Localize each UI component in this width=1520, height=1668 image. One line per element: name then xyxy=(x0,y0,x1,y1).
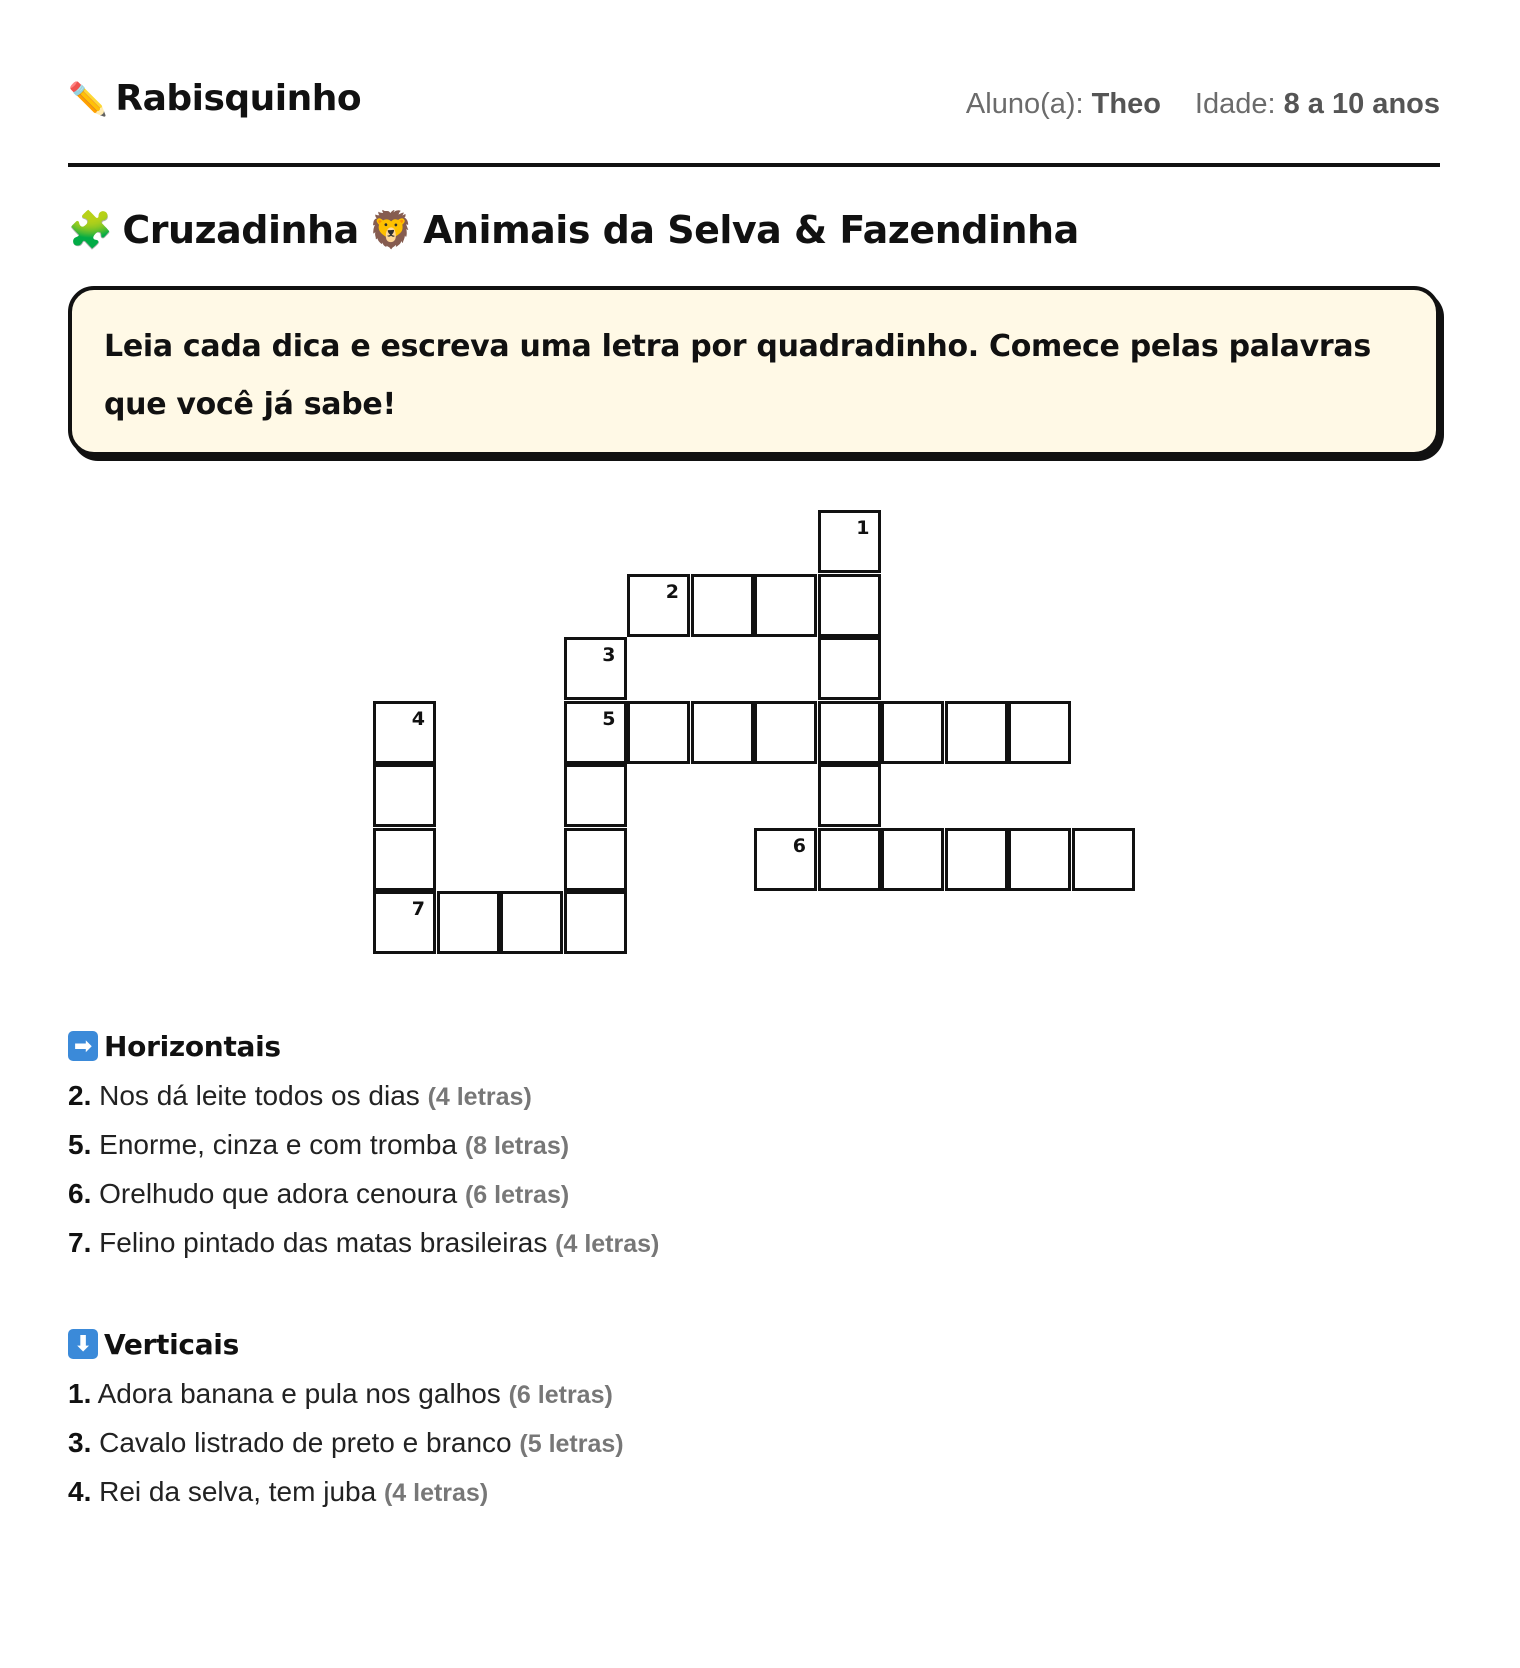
age-label: Idade: xyxy=(1194,88,1276,120)
clue-item-hint: (6 letras) xyxy=(508,1381,613,1409)
crossword-cell[interactable] xyxy=(818,764,881,827)
clue-item xyxy=(68,1470,1368,1519)
clue-number: 2 xyxy=(665,580,679,603)
clue-item-hint: (6 letras) xyxy=(464,1181,570,1209)
crossword-cell[interactable] xyxy=(1072,828,1135,891)
crossword-cell[interactable] xyxy=(1008,701,1071,764)
clue-number: 3 xyxy=(602,644,616,666)
clue-item-number: 3. xyxy=(68,1427,92,1458)
clue-item xyxy=(68,1421,1368,1470)
clue-item-hint: (4 letras) xyxy=(555,1230,660,1258)
clue-item xyxy=(68,1172,1368,1221)
crossword-cell[interactable] xyxy=(881,828,944,891)
clue-item-number: 2. xyxy=(68,1080,92,1111)
crossword-cell[interactable] xyxy=(754,701,817,764)
crossword-cell[interactable] xyxy=(627,574,690,637)
crossword-cell[interactable] xyxy=(564,701,627,764)
crossword-cell[interactable] xyxy=(437,891,500,954)
crossword-cell[interactable] xyxy=(691,701,754,764)
crossword-cell[interactable] xyxy=(818,637,881,700)
clue-number: 4 xyxy=(411,707,425,730)
crossword-cell[interactable] xyxy=(373,828,436,891)
clue-item xyxy=(68,1123,1368,1172)
crossword-cell[interactable] xyxy=(564,828,627,891)
title-part2: Animais da Selva & Fazendinha xyxy=(423,208,1079,252)
crossword-cell[interactable] xyxy=(754,574,817,637)
crossword-cell[interactable] xyxy=(373,701,436,764)
crossword-cell[interactable] xyxy=(500,891,563,954)
instructions-text: Leia cada dica e escreva uma letra por quadradinho. Comece pelas palavras que você já sabe! xyxy=(104,329,1371,422)
crossword-cell[interactable] xyxy=(818,510,881,573)
crossword-cell[interactable] xyxy=(564,891,627,954)
pencil-icon: ✏️ xyxy=(68,79,108,118)
clue-item-text: Rei da selva, tem juba xyxy=(91,1476,384,1507)
crossword-cell[interactable] xyxy=(818,701,881,764)
clue-item-hint: (4 letras) xyxy=(427,1083,532,1111)
crossword-cell[interactable] xyxy=(564,637,627,700)
crossword-cell[interactable] xyxy=(945,828,1008,891)
clue-item-number: 5. xyxy=(68,1129,92,1160)
clue-number: 6 xyxy=(792,834,806,857)
clue-number: 7 xyxy=(411,898,425,920)
crossword-cell[interactable] xyxy=(691,574,754,637)
down-arrow-icon: ⬇ xyxy=(68,1329,98,1359)
lion-icon: 🦁 xyxy=(368,210,414,251)
down-clue-list xyxy=(68,1372,1368,1519)
down-title: Verticais xyxy=(104,1327,239,1361)
brand xyxy=(68,78,361,119)
right-arrow-icon: ➡ xyxy=(68,1031,98,1061)
clue-item-hint: (8 letras) xyxy=(464,1132,570,1160)
crossword-cell[interactable] xyxy=(627,701,690,764)
crossword-cell[interactable] xyxy=(564,764,627,827)
clue-item-hint: (4 letras) xyxy=(383,1479,489,1507)
student-label: Aluno(a): xyxy=(965,88,1084,120)
title-part1: Cruzadinha xyxy=(122,208,359,252)
crossword-cell[interactable] xyxy=(881,701,944,764)
clue-item-text: Adora banana e pula nos galhos xyxy=(91,1378,509,1409)
clue-item xyxy=(68,1074,1368,1123)
student-name: Theo xyxy=(1091,88,1161,120)
clue-item-text: Enorme, cinza e com tromba xyxy=(91,1129,465,1160)
clue-item-text: Felino pintado das matas brasileiras xyxy=(91,1227,556,1258)
across-title: Horizontais xyxy=(104,1029,281,1063)
clue-item-text: Nos dá leite todos os dias xyxy=(91,1080,428,1111)
page-header xyxy=(68,78,1440,134)
clue-item xyxy=(68,1221,1368,1270)
student-info xyxy=(966,88,1161,121)
page-title xyxy=(68,208,1079,252)
brand-name: Rabisquinho xyxy=(115,78,362,119)
clue-item-number: 1. xyxy=(68,1378,92,1409)
crossword-cell[interactable] xyxy=(373,764,436,827)
crossword-cell[interactable] xyxy=(818,828,881,891)
age-info xyxy=(1195,88,1440,121)
crossword-cell[interactable] xyxy=(1008,828,1071,891)
puzzle-icon: 🧩 xyxy=(68,210,113,251)
clue-item-hint: (5 letras) xyxy=(519,1430,624,1458)
student-meta xyxy=(966,88,1440,121)
clue-number: 5 xyxy=(602,707,616,730)
crossword-cell[interactable] xyxy=(754,828,817,891)
clue-item-number: 7. xyxy=(68,1227,92,1258)
clue-item-number: 4. xyxy=(68,1476,92,1507)
instructions-box xyxy=(68,286,1440,456)
across-heading xyxy=(68,1024,1368,1068)
crossword-cell[interactable] xyxy=(373,891,436,954)
across-clue-list xyxy=(68,1074,1368,1270)
crossword-cell[interactable] xyxy=(818,574,881,637)
clue-item-number: 6. xyxy=(68,1178,92,1209)
clue-item xyxy=(68,1372,1368,1421)
crossword-cell[interactable] xyxy=(945,701,1008,764)
age-value: 8 a 10 anos xyxy=(1283,88,1440,120)
clues xyxy=(68,1024,1368,1519)
clue-item-text: Cavalo listrado de preto e branco xyxy=(91,1427,520,1458)
clue-number: 1 xyxy=(856,517,870,539)
header-divider xyxy=(68,163,1440,167)
clue-item-text: Orelhudo que adora cenoura xyxy=(91,1178,465,1209)
down-heading xyxy=(68,1322,1368,1366)
